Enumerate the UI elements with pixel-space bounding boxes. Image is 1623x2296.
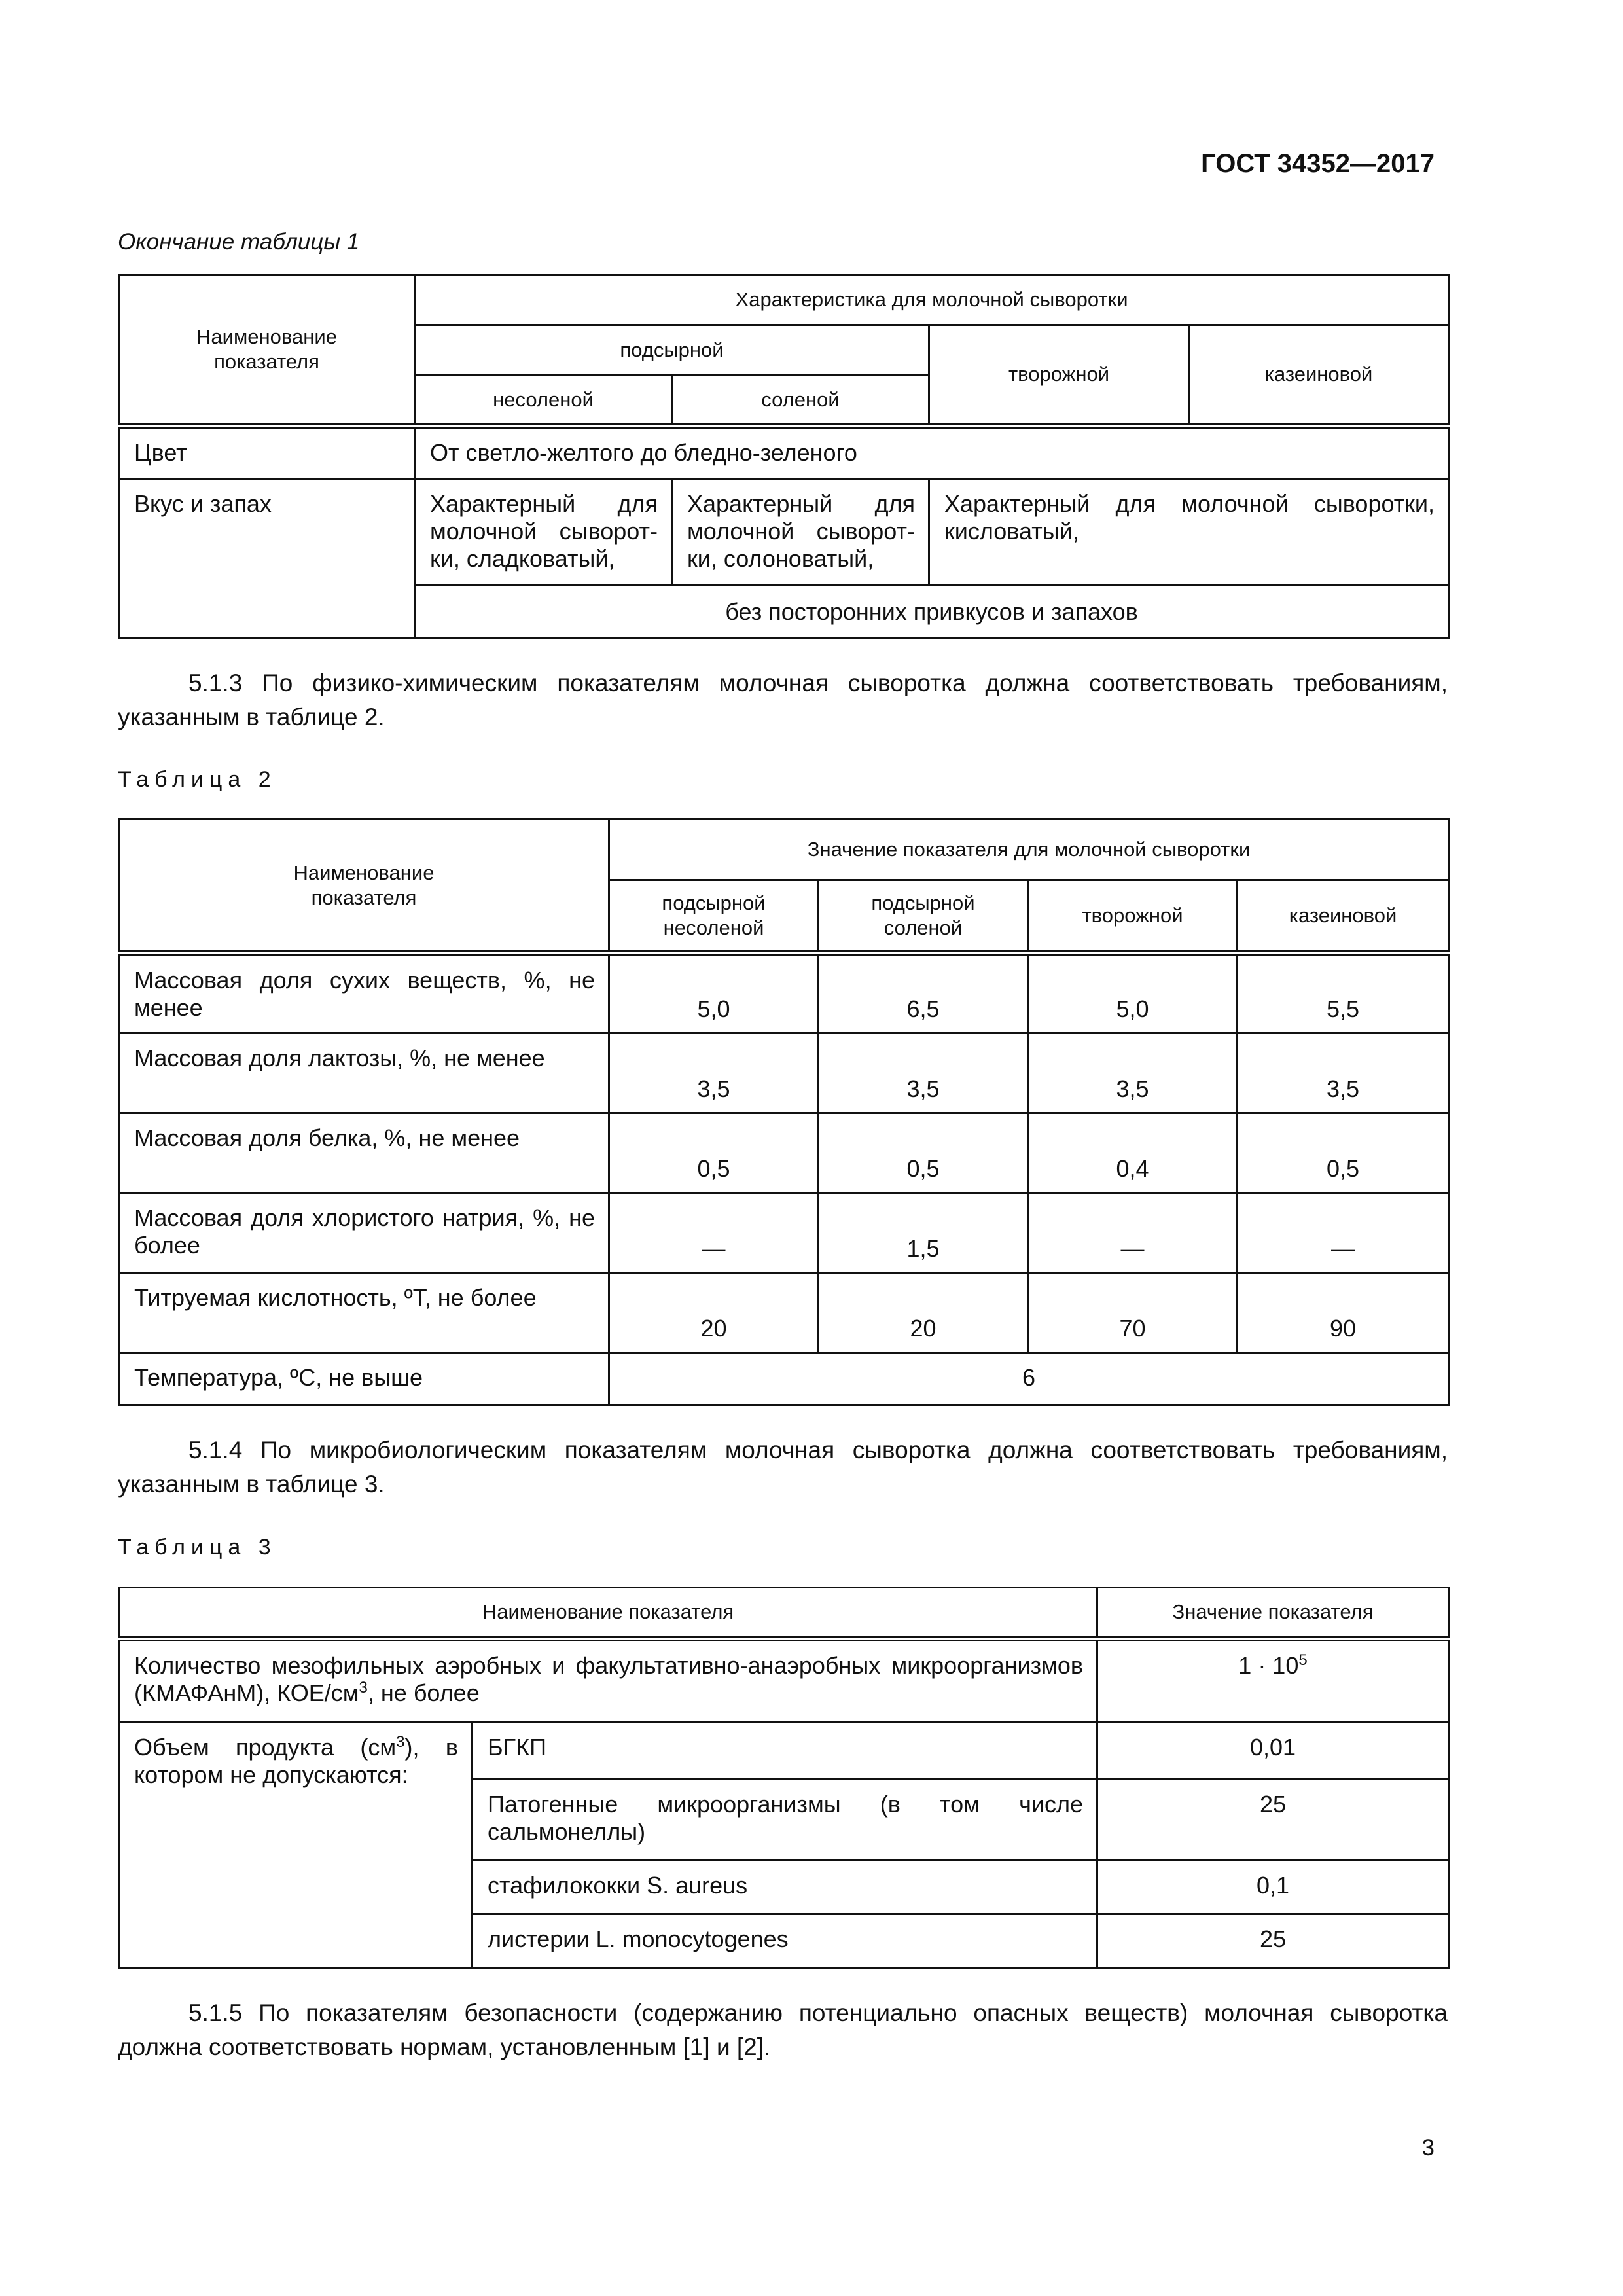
table-cell: 0,4	[1028, 1113, 1238, 1193]
table-row-label: Массовая доля сухих веществ, %, не менее	[119, 954, 609, 1033]
table-row-label: Массовая доля белка, %, не менее	[119, 1113, 609, 1193]
table2	[118, 818, 1450, 1406]
table-cell: листерии L. monocytogenes	[473, 1914, 1097, 1968]
table2-col-2: подсырной соленой	[819, 880, 1028, 954]
table-cell: 6,5	[819, 954, 1028, 1033]
table1-sub-solenoy: соленой	[672, 376, 929, 426]
table-cell: —	[609, 1193, 819, 1273]
table-cell: Характерный для молочной сыворотки, кисловатый,	[929, 479, 1449, 586]
table-cell: без посторонних привкусов и запахов	[415, 586, 1449, 638]
table-cell: 0,5	[1238, 1113, 1449, 1193]
table1-sub-tvorozhnoy: творожной	[929, 325, 1189, 426]
table-row-label: Титруемая кислотность, ºТ, не более	[119, 1273, 609, 1353]
table-row-label: Объем продукта $(см^3)$, в котором не допускаются:	[119, 1723, 473, 1968]
table1-col-name: Наименование показателя	[119, 275, 415, 426]
table-cell: 5,5	[1238, 954, 1449, 1033]
table1	[118, 274, 1450, 639]
table-row-label: Массовая доля лактозы, %, не менее	[119, 1033, 609, 1113]
table-cell: 25	[1097, 1780, 1449, 1861]
table-cell: 25	[1097, 1914, 1449, 1968]
table2-col-1: подсырной несоленой	[609, 880, 819, 954]
paragraph-5-1-4: 5.1.4 По микробиологическим показателям молочная сыворотка должна соответствовать требованиям, указанным в таблице 3.	[118, 1437, 1448, 1498]
table-cell: 3,5	[1238, 1033, 1449, 1113]
table-cell: 3,5	[819, 1033, 1028, 1113]
table-cell: 70	[1028, 1273, 1238, 1353]
table-cell: Патогенные микроорганизмы (в том числе сальмонеллы)	[473, 1780, 1097, 1861]
table-cell: 0,5	[819, 1113, 1028, 1193]
table-cell: 20	[819, 1273, 1028, 1353]
table2-col-name: Наименование показателя	[119, 819, 609, 954]
table2-caption: Таблица 2	[118, 767, 277, 792]
table-cell: стафилококки S. aureus	[473, 1861, 1097, 1914]
table3-caption: Таблица 3	[118, 1535, 277, 1560]
table-cell: От светло-желтого до бледно-зеленого	[415, 426, 1449, 479]
table-cell: 5,0	[609, 954, 819, 1033]
table3	[118, 1587, 1450, 1969]
table-cell: 1,5	[819, 1193, 1028, 1273]
table1-sub-podsyrnoy: подсырной	[415, 325, 929, 376]
table-row-label: Количество мезофильных аэробных и факультативно-анаэробных микроорганизмов (КМАФАнМ), КОЕ/$см^3$, не более	[119, 1639, 1097, 1723]
table1-col-group: Характеристика для молочной сыворотки	[415, 275, 1449, 325]
table-row-label: Массовая доля хлористого натрия, %, не более	[119, 1193, 609, 1273]
table-cell: БГКП	[473, 1723, 1097, 1780]
table1-sub-kazeinovoy: казеиновой	[1189, 325, 1449, 426]
table-cell: 20	[609, 1273, 819, 1353]
table3-col-value: Значение показателя	[1097, 1588, 1449, 1639]
table-cell: 3,5	[609, 1033, 819, 1113]
table3-col-name: Наименование показателя	[119, 1588, 1097, 1639]
page-number: 3	[1421, 2135, 1435, 2161]
table2-col-4: казеиновой	[1238, 880, 1449, 954]
table-cell: $1 \cdot 10^5$	[1097, 1639, 1449, 1723]
table-cell: 3,5	[1028, 1033, 1238, 1113]
table-cell: 0,1	[1097, 1861, 1449, 1914]
table-cell: Характерный для молочной сыворот-ки, солоноватый,	[672, 479, 929, 586]
table-row-label: Вкус и запах	[119, 479, 415, 638]
document-code: ГОСТ 34352—2017	[1201, 149, 1435, 178]
table-cell: 90	[1238, 1273, 1449, 1353]
table1-sub-nesolenoy: несоленой	[415, 376, 672, 426]
table2-col-group: Значение показателя для молочной сыворотки	[609, 819, 1449, 880]
table-cell: —	[1238, 1193, 1449, 1273]
paragraph-5-1-3: 5.1.3 По физико-химическим показателям молочная сыворотка должна соответствовать требованиям, указанным в таблице 2.	[118, 670, 1448, 730]
table-cell: 0,5	[609, 1113, 819, 1193]
table-cell: —	[1028, 1193, 1238, 1273]
table2-col-3: творожной	[1028, 880, 1238, 954]
table1-caption: Окончание таблицы 1	[118, 229, 360, 255]
table-row-label: Цвет	[119, 426, 415, 479]
table-cell: Характерный для молочной сыворот-ки, сладковатый,	[415, 479, 672, 586]
table-cell: 0,01	[1097, 1723, 1449, 1780]
table-cell: 6	[609, 1353, 1449, 1405]
table-row-label: Температура, ºС, не выше	[119, 1353, 609, 1405]
paragraph-5-1-5: 5.1.5 По показателям безопасности (содержанию потенциально опасных веществ) молочная сыворотка должна соответствовать нормам, установленным [1] и [2].	[118, 2000, 1448, 2060]
table-cell: 5,0	[1028, 954, 1238, 1033]
